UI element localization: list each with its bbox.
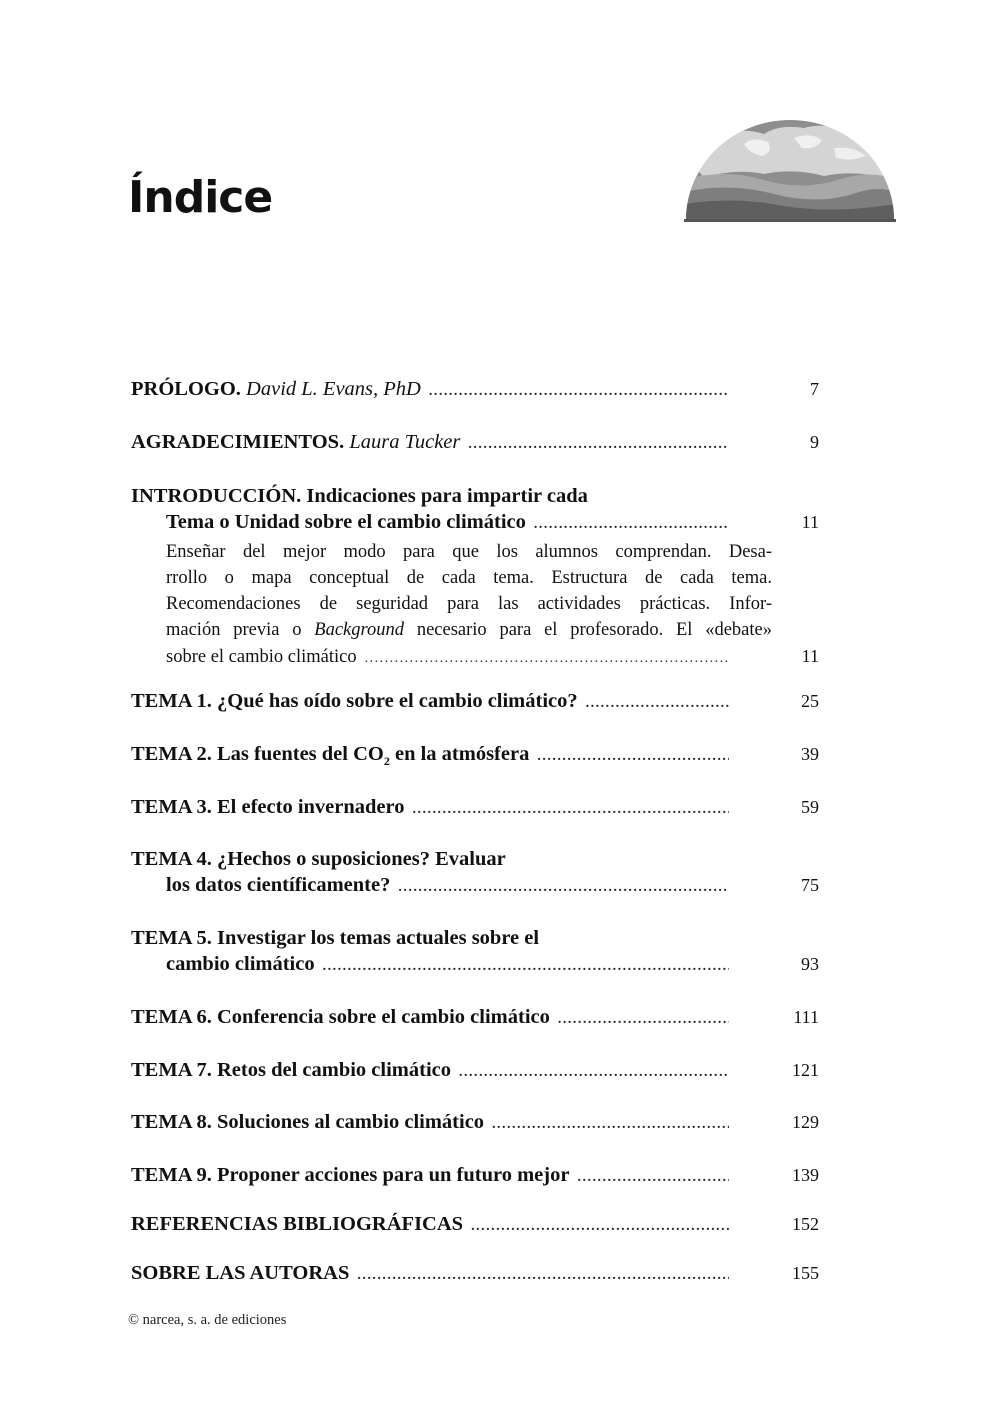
leader-dots: [468, 432, 729, 458]
description-line: Enseñar del mejor modo para que los alumnos comprendan. Desa-: [166, 542, 772, 562]
toc-page-number: 111: [793, 1007, 819, 1027]
toc-entry-title-line1: TEMA 4. ¿Hechos o suposiciones? Evaluar: [131, 848, 506, 870]
toc-entry-title: SOBRE LAS AUTORAS: [131, 1262, 350, 1284]
leader-dots: [413, 797, 730, 823]
publisher-footer: © narcea, s. a. de ediciones: [128, 1312, 287, 1328]
page-title: Índice: [128, 172, 273, 223]
description-last-line: sobre el cambio climático: [166, 647, 357, 667]
leader-dots: [577, 1165, 729, 1191]
toc-entry-author: Laura Tucker: [349, 431, 461, 453]
toc-page-number: 139: [792, 1165, 819, 1185]
toc-entry-prologo[interactable]: [131, 376, 819, 402]
leader-dots: [323, 954, 729, 980]
description-line: Recomendaciones de seguridad para las actividades prácticas. Infor-: [166, 594, 772, 614]
toc-entry-title: TEMA 1. ¿Qué has oído sobre el cambio climático?: [131, 690, 578, 712]
leader-dots: [471, 1214, 729, 1240]
toc-entry-title: TEMA 7. Retos del cambio climático: [131, 1059, 451, 1081]
leader-dots: [365, 646, 729, 672]
toc-entry-description: [131, 539, 772, 643]
toc-entry-tema-6[interactable]: [131, 1004, 819, 1030]
toc-entry-title-line1: INTRODUCCIÓN. Indicaciones para impartir cada: [131, 485, 588, 507]
description-line: mación previa o Background necesario para el profesorado. El «debate»: [166, 620, 772, 640]
toc-page-number: 11: [801, 646, 819, 666]
leader-dots: [586, 691, 729, 717]
toc-entry-title: TEMA 3. El efecto invernadero: [131, 796, 405, 818]
toc-entry-title: TEMA 6. Conferencia sobre el cambio climático: [131, 1006, 550, 1028]
toc-entry-introduccion[interactable]: [131, 483, 819, 669]
toc-entry-tema-1[interactable]: [131, 688, 819, 714]
toc-entry-referencias[interactable]: [131, 1211, 819, 1237]
toc-entry-autoras[interactable]: [131, 1260, 819, 1286]
toc-entry-tema-7[interactable]: [131, 1057, 819, 1083]
toc-entry-tema-2[interactable]: [131, 741, 819, 767]
toc-page-number: 155: [792, 1263, 819, 1283]
toc-page-number: 25: [801, 691, 819, 711]
toc-page-number: 121: [792, 1060, 819, 1080]
leader-dots: [534, 512, 729, 538]
toc-page-number: 7: [810, 379, 819, 399]
toc-entry-title: TEMA 8. Soluciones al cambio climático: [131, 1111, 485, 1133]
leader-dots: [398, 875, 729, 901]
toc-page-number: 93: [801, 954, 819, 974]
toc-entry-title-line2: los datos científicamente?: [166, 874, 391, 896]
toc-page-number: 75: [801, 875, 819, 895]
toc-entry-title: TEMA 2. Las fuentes del $CO_2$ en la atmósfera: [131, 743, 530, 769]
leader-dots: [459, 1060, 729, 1086]
leader-dots: [429, 379, 729, 405]
toc-page-number: 39: [801, 744, 819, 764]
toc-page-number: 152: [792, 1214, 819, 1234]
toc-entry-title: REFERENCIAS BIBLIOGRÁFICAS: [131, 1213, 464, 1235]
toc-page-number: 129: [792, 1112, 819, 1132]
toc-entry-title-line2: cambio climático: [166, 953, 315, 975]
toc-page-number: 59: [801, 797, 819, 817]
toc-entry-title-line2: Tema o Unidad sobre el cambio climático: [166, 511, 526, 533]
toc-page-number: 11: [801, 512, 819, 532]
toc-entry-tema-3[interactable]: [131, 794, 819, 820]
leader-dots: [558, 1007, 729, 1033]
description-line: rrollo o mapa conceptual de cada tema. Estructura de cada tema.: [166, 568, 772, 588]
toc-entry-author: David L. Evans, PhD: [246, 378, 421, 400]
toc-entry-agradecimientos[interactable]: [131, 429, 819, 455]
toc-entry-tema-4[interactable]: [131, 846, 819, 898]
toc-entry-tema-9[interactable]: [131, 1162, 819, 1188]
toc-entry-title: AGRADECIMIENTOS.: [131, 431, 345, 453]
toc-entry-tema-8[interactable]: [131, 1109, 819, 1135]
leader-dots: [357, 1263, 729, 1289]
toc-entry-title-line1: TEMA 5. Investigar los temas actuales sobre el: [131, 927, 540, 949]
toc-entry-tema-5[interactable]: [131, 925, 819, 977]
globe-icon: [684, 118, 896, 222]
toc-page-number: 9: [810, 432, 819, 452]
leader-dots: [537, 744, 729, 770]
toc-entry-title: TEMA 9. Proponer acciones para un futuro mejor: [131, 1164, 570, 1186]
leader-dots: [492, 1112, 729, 1138]
toc-entry-title: PRÓLOGO.: [131, 378, 241, 400]
